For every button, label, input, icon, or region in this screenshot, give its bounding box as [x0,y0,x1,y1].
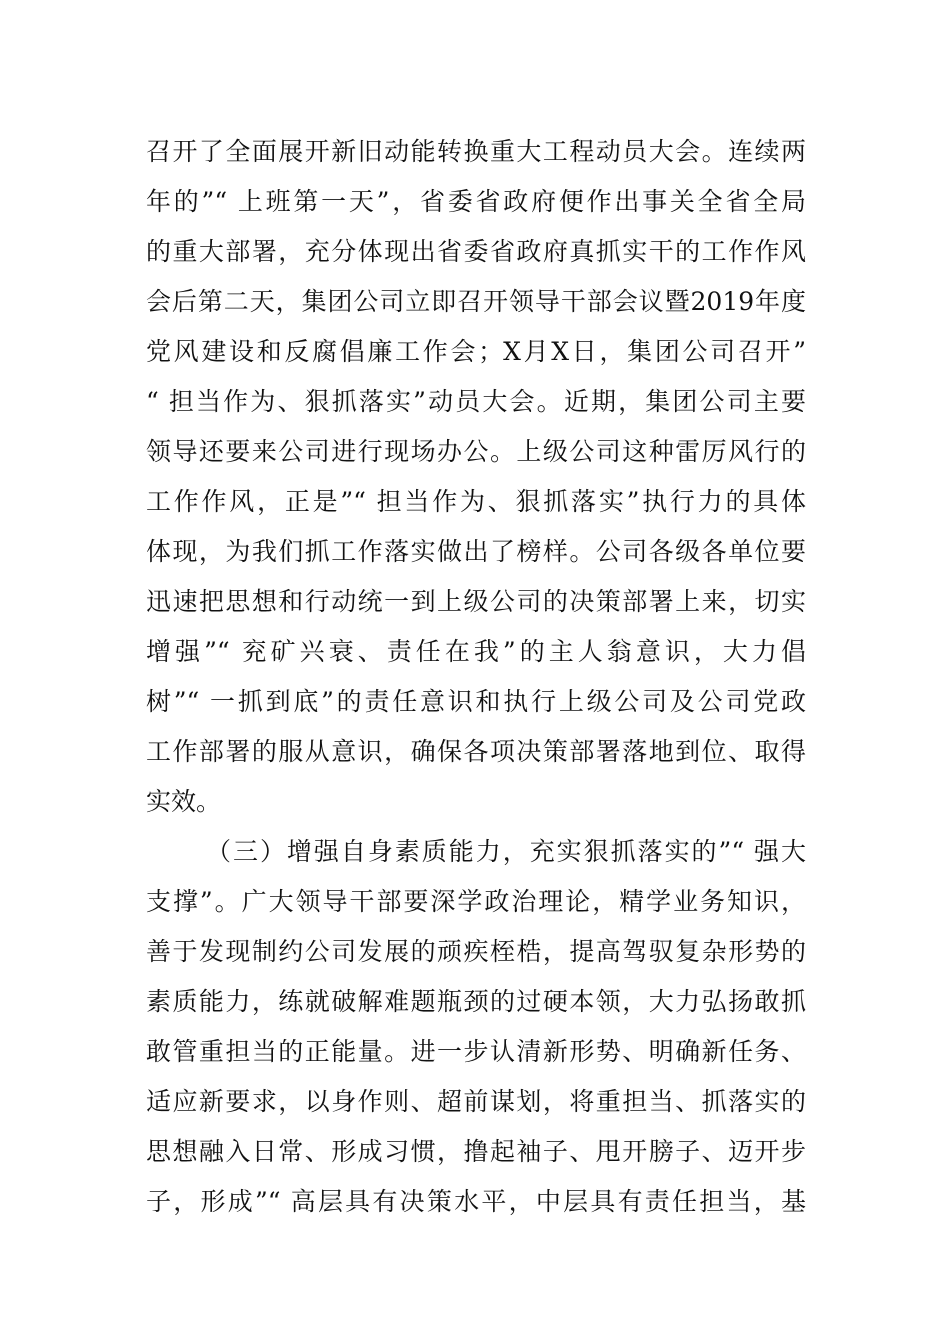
text-line: 敢管重担当的正能量。进一步认清新形势、明确新任务、 [146,1037,806,1066]
text-line: “ 担当作为、狠抓落实”动员大会。近期，集团公司主要 [146,387,806,416]
text-line: 党风建设和反腐倡廉工作会；X月X日，集团公司召开” [146,337,806,366]
text-line: 支撑”。广大领导干部要深学政治理论，精学业务知识， [146,887,806,916]
text-line: 适应新要求，以身作则、超前谋划，将重担当、抓落实的 [146,1087,806,1116]
text-line: 子，形成”“ 高层具有决策水平，中层具有责任担当，基 [146,1187,806,1216]
text-line: 实效。 [146,787,222,816]
text-line: 素质能力，练就破解难题瓶颈的过硬本领，大力弘扬敢抓 [146,987,806,1016]
text-line: 体现，为我们抓工作落实做出了榜样。公司各级各单位要 [146,537,806,566]
text-line: 树”“ 一抓到底”的责任意识和执行上级公司及公司党政 [146,687,806,716]
text-line: 工作作风，正是”“ 担当作为、狠抓落实”执行力的具体 [146,487,806,516]
text-line: 召开了全面展开新旧动能转换重大工程动员大会。连续两 [146,137,806,166]
text-line: 增强”“ 兖矿兴衰、责任在我”的主人翁意识，大力倡 [146,637,806,666]
text-line: 年的”“ 上班第一天”，省委省政府便作出事关全省全局 [146,187,806,216]
text-line: 工作部署的服从意识，确保各项决策部署落地到位、取得 [146,737,806,766]
text-line: 思想融入日常、形成习惯，撸起袖子、甩开膀子、迈开步 [146,1137,806,1166]
text-line: 会后第二天，集团公司立即召开领导干部会议暨2019年度 [146,287,806,316]
text-line: 领导还要来公司进行现场办公。上级公司这种雷厉风行的 [146,437,806,466]
text-line: 迅速把思想和行动统一到上级公司的决策部署上来，切实 [146,587,806,616]
section-heading-line: （三）增强自身素质能力，充实狠抓落实的”“ 强大 [206,837,806,866]
text-line: 善于发现制约公司发展的顽疾桎梏，提高驾驭复杂形势的 [146,937,806,966]
text-line: 的重大部署，充分体现出省委省政府真抓实干的工作作风 [146,237,806,266]
